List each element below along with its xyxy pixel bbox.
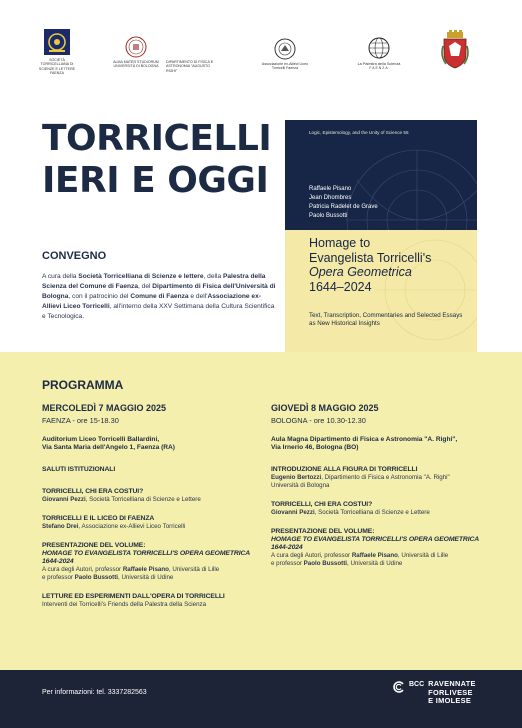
page-title	[42, 118, 271, 202]
intro-text: , del	[138, 283, 153, 290]
program-item	[271, 501, 497, 517]
day-1-column	[42, 403, 268, 609]
book-authors	[309, 185, 378, 221]
book-series: Logic, Epistemology, and the Unity of Science 55	[309, 130, 409, 135]
program-item	[42, 515, 268, 531]
intro-text: , della	[203, 273, 223, 280]
title-line-2: IERI E OGGI	[42, 160, 269, 201]
book-title-line: Evangelista Torricelli's	[309, 250, 432, 265]
venue-line: Via Irnerio 46, Bologna (BO)	[271, 444, 359, 451]
item-text: e professor	[271, 560, 304, 567]
contact-info: Per informazioni: tel. 3337282563	[42, 689, 147, 696]
speaker-name: Giovanni Pezzi	[271, 509, 315, 516]
program-item	[42, 466, 268, 474]
speaker-affiliation: Università di Bologna	[271, 482, 330, 489]
venue-line: Auditorium Liceo Torricelli Ballardini,	[42, 436, 160, 443]
day-1-venue	[42, 436, 268, 452]
palestra-caption: La Palestra della Scienza	[357, 62, 401, 66]
venue-line: Via Santa Maria dell'Angelo 1, Faenza (RA)	[42, 444, 175, 451]
program-item-title: PRESENTAZIONE DEL VOLUME:	[271, 528, 375, 535]
item-text: A cura degli Autori, professor	[42, 566, 123, 573]
speaker-affiliation: , Università di Lille	[397, 552, 449, 559]
speaker-name: Giovanni Pezzi	[42, 496, 86, 503]
day-2-venue	[271, 436, 497, 452]
book-title-italic: Opera Geometrica	[309, 265, 412, 279]
globe-icon	[367, 36, 391, 60]
speaker-affiliation: , Università di Udine	[118, 574, 174, 581]
program-item-title: PRESENTAZIONE DEL VOLUME:	[42, 542, 146, 549]
book-author: Jean Dhombres	[309, 195, 352, 201]
unibo-seal-icon	[125, 36, 147, 58]
intro-paragraph	[42, 272, 278, 322]
speaker-name: Paolo Bussotti	[74, 574, 118, 581]
unibo-caption-left: ALMA MATER STUDIORUM UNIVERSITÀ DI BOLOGNA	[113, 60, 159, 69]
speaker-name: Raffaele Pisano	[122, 566, 169, 573]
program-heading: PROGRAMMA	[42, 378, 124, 392]
bcc-mark-icon	[393, 681, 405, 693]
book-author: Raffaele Pisano	[309, 186, 352, 192]
book-cover	[285, 120, 477, 382]
day-1-date: MERCOLEDÌ 7 MAGGIO 2025	[42, 403, 167, 413]
convegno-heading: CONVEGNO	[42, 250, 107, 262]
program-item-description: Interventi dei Torricelli's Friends della Palestra della Scienza	[42, 601, 207, 608]
day-2-column	[271, 403, 497, 568]
allievi-seal-icon	[274, 38, 296, 60]
intro-text: , con il patrocinio del	[68, 293, 131, 300]
program-item-title: TORRICELLI, CHI ERA COSTUI?	[42, 488, 144, 495]
speaker-affiliation: , Università di Udine	[347, 560, 403, 567]
intro-org-dipartimento: Dipartimento di Fisica dell'Università di Bologna	[42, 283, 276, 300]
speaker-affiliation: , Dipartimento di Fisica e Astronomia "A. Righi"	[321, 474, 450, 481]
program-item-title: TORRICELLI, CHI ERA COSTUI?	[271, 501, 373, 508]
intro-org-comune: Comune di Faenza	[130, 293, 189, 300]
comune-faenza-crest	[438, 30, 472, 70]
program-item	[42, 542, 268, 582]
city-crest-icon	[440, 30, 470, 70]
program-item	[42, 488, 268, 504]
book-title-years: 1644–2024	[309, 279, 372, 294]
program-item-title: LETTURE ED ESPERIMENTI DALL'OPERA DI TORRICELLI	[42, 593, 225, 600]
program-item	[42, 593, 268, 609]
program-item-title: SALUTI ISTITUZIONALI	[42, 466, 116, 473]
speaker-name: Eugenio Bertozzi	[271, 474, 322, 481]
intro-org-palestra: Palestra della Scienza del Comune di Faenza	[42, 273, 266, 290]
speaker-name: Paolo Bussotti	[303, 560, 347, 567]
speaker-affiliation: , Università di Lille	[168, 566, 220, 573]
speaker-name: Raffaele Pisano	[351, 552, 398, 559]
day-1-place: FAENZA - ore 15-18.30	[42, 416, 119, 425]
program-item	[271, 528, 497, 568]
intro-org-allievi: Associazione ex-Allievi Liceo Torricelli	[42, 293, 261, 310]
title-line-1: TORRICELLI	[42, 118, 272, 159]
intro-org-societa: Società Torricelliana di Scienze e lettere	[78, 273, 204, 280]
book-title-reference: HOMAGE TO EVANGELISTA TORRICELLI'S OPERA GEOMETRICA 1644-2024	[271, 536, 479, 551]
logo-strip	[0, 0, 522, 112]
speaker-affiliation: , Società Torricelliana di Scienze e Lettere	[314, 509, 430, 516]
book-subtitle: Text, Transcription, Commentaries and Selected Essays as New Historical Insights	[309, 312, 463, 327]
intro-text: A cura della	[42, 273, 79, 280]
palestra-caption-city: FAENZA	[369, 66, 389, 71]
book-title	[309, 236, 431, 294]
book-author: Paolo Bussotti	[309, 213, 348, 219]
program-item	[271, 466, 497, 490]
palestra-scienza-logo	[354, 36, 404, 71]
speaker-affiliation: , Associazione ex-Allievi Liceo Torricelli	[78, 523, 186, 530]
bcc-name	[428, 680, 476, 706]
day-2-date: GIOVEDÌ 8 MAGGIO 2025	[271, 403, 379, 413]
societa-caption: SOCIETÀ TORRICELLIANA DI SCIENZE E LETTERE FAENZA	[38, 58, 76, 76]
program-item-title: TORRICELLI E IL LICEO DI FAENZA	[42, 515, 155, 522]
book-title-line: Homage to	[309, 236, 371, 250]
speaker-name: Stefano Drei	[42, 523, 79, 530]
program-item-title: INTRODUZIONE ALLA FIGURA DI TORRICELLI	[271, 466, 418, 473]
venue-line: Aula Magna Dipartimento di Fisica e Astronomia "A. Righi",	[271, 436, 458, 443]
bcc-name-line: FORLIVESE	[428, 687, 473, 697]
item-text: e professor	[42, 574, 75, 581]
book-author: Patricia Radelet de Grave	[309, 204, 378, 210]
speaker-affiliation: , Società Torricelliana di Scienze e Lettere	[85, 496, 201, 503]
bcc-name-line: RAVENNATE	[428, 679, 476, 688]
societa-torricelliana-logo	[38, 28, 76, 76]
day-2-place: BOLOGNA - ore 10.30-12.30	[271, 416, 366, 425]
footer	[0, 670, 522, 728]
bcc-mark: BCC	[409, 681, 425, 688]
intro-text: , all'interno della XXV Settimana della Cultura Scientifica e Tecnologica.	[42, 303, 275, 320]
book-title-reference: HOMAGE TO EVANGELISTA TORRICELLI'S OPERA GEOMETRICA 1644-2024	[42, 550, 250, 565]
societa-emblem-icon	[43, 28, 71, 56]
allievi-caption: Associazione ex-Allievi Liceo Torricelli Faenza	[261, 62, 309, 71]
bcc-name-line: E IMOLESE	[428, 696, 472, 706]
intro-text: e dell'	[188, 293, 208, 300]
bcc-sponsor-logo	[393, 680, 476, 706]
unibo-logo	[110, 36, 216, 73]
allievi-logo	[255, 38, 315, 71]
item-text: A cura degli Autori, professor	[271, 552, 352, 559]
unibo-caption-right: DIPARTIMENTO DI FISICA E ASTRONOMIA "AUGUSTO RIGHI"	[166, 60, 214, 73]
